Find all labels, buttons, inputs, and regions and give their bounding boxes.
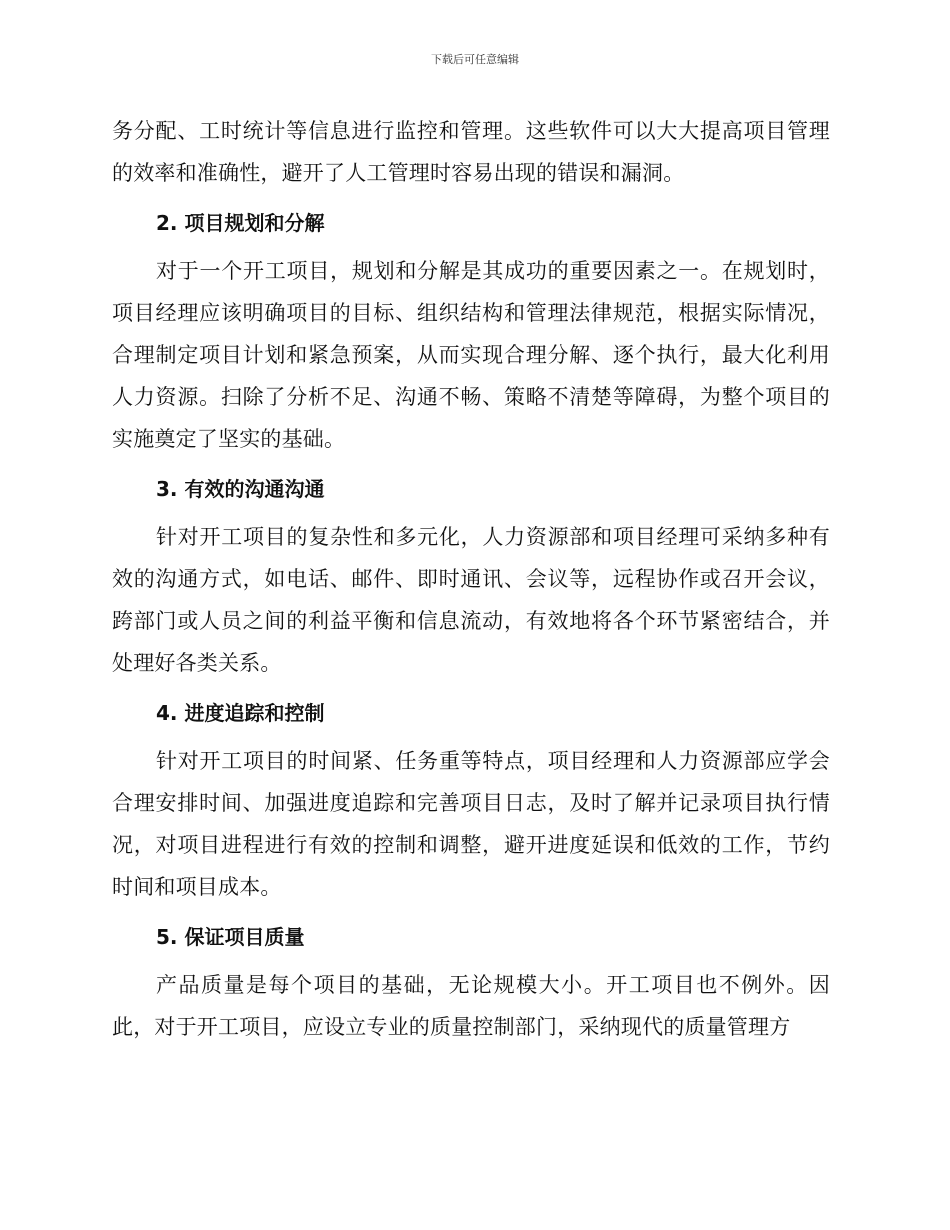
page-header: 下载后可任意编辑 xyxy=(431,53,519,66)
document-body xyxy=(112,110,830,1048)
heading-project-planning: 2. 项目规划和分解 xyxy=(156,211,325,235)
paragraph-project-planning: 对于一个开工项目，规划和分解是其成功的重要因素之一。在规划时，项目经理应该明确项目的目标、组织结构和管理法律规范，根据实际情况，合理制定项目计划和紧急预案，从而实现合理分解、逐个执行，最大化利用人力资源。扫除了分析不足、沟通不畅、策略不清楚等障碍，为整个项目的实施奠定了坚实的基础。 xyxy=(112,259,830,451)
heading-project-quality: 5. 保证项目质量 xyxy=(156,925,305,949)
paragraph-effective-communication: 针对开工项目的复杂性和多元化，人力资源部和项目经理可采纳多种有效的沟通方式，如电话、邮件、即时通讯、会议等，远程协作或召开会议，跨部门或人员之间的利益平衡和信息流动，有效地将各个环节紧密结合，并处理好各类关系。 xyxy=(112,525,830,675)
paragraph-project-quality: 产品质量是每个项目的基础，无论规模大小。开工项目也不例外。因此，对于开工项目，应设立专业的质量控制部门，采纳现代的质量管理方 xyxy=(112,973,830,1039)
paragraph-continued: 务分配、工时统计等信息进行监控和管理。这些软件可以大大提高项目管理的效率和准确性，避开了人工管理时容易出现的错误和漏洞。 xyxy=(112,119,830,185)
heading-progress-tracking: 4. 进度追踪和控制 xyxy=(156,701,325,725)
heading-effective-communication: 3. 有效的沟通沟通 xyxy=(156,477,325,501)
paragraph-progress-tracking: 针对开工项目的时间紧、任务重等特点，项目经理和人力资源部应学会合理安排时间、加强进度追踪和完善项目日志，及时了解并记录项目执行情况，对项目进程进行有效的控制和调整，避开进度延误和低效的工作，节约时间和项目成本。 xyxy=(112,749,830,899)
